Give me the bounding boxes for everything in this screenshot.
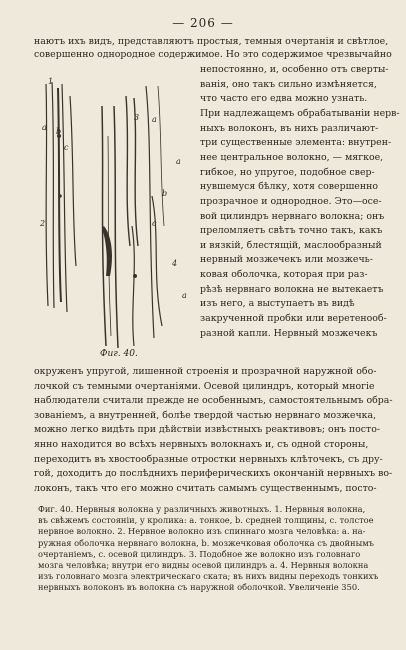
fiber-dot-3: [133, 274, 137, 278]
page-number: — 206 —: [172, 16, 234, 30]
figure-mark: b: [162, 189, 168, 198]
caption-line: очертаніемъ, c. осевой цилиндръ. 3. Подобное же волокно изъ головнаго: [38, 548, 361, 559]
text-line: ванія, оно такъ сильно измѣняется,: [200, 78, 377, 90]
fiber-4c: [158, 86, 164, 226]
fiber-3a: [126, 96, 130, 246]
figure-mark: 1: [48, 77, 54, 86]
text-line: нувшемуся бѣлку, хотя совершенно: [200, 181, 378, 193]
text-line: что часто его едва можно узнать.: [200, 93, 368, 105]
caption-line: ружная оболочка нервнаго волокна, b. мозжечковая оболочка съ двойнымъ: [38, 537, 374, 548]
caption-line: мозга человѣка; внутри его видны осевой цилиндръ a. 4. Нервныя волокна: [38, 560, 369, 570]
figure-mark: c: [64, 143, 69, 152]
fiber-1b: [52, 82, 54, 308]
caption-line: Фиг. 40. Нервныя волокна у различныхъ животныхъ. 1. Нервныя волокна,: [38, 504, 366, 514]
text-line: ныхъ волоконъ, въ нихъ различают-: [200, 122, 379, 134]
figure-mark: 2: [40, 219, 46, 228]
text-line: прозрачное и однородное. Это—осе-: [200, 195, 382, 207]
figure-mark: 3: [134, 113, 140, 122]
figure-mark: a: [182, 291, 187, 300]
fiber-1d: [62, 84, 67, 312]
figure-illustration: [34, 76, 194, 366]
text-line: закрученной пробки или веретенооб-: [200, 313, 387, 325]
figure-mark: a: [176, 157, 181, 166]
text-line: рѣзѣ нервнаго волокна не вытекаетъ: [200, 283, 384, 295]
figure-mark: a: [152, 115, 157, 124]
figure-label: Фиг. 40.: [100, 349, 138, 359]
text-line: непостоянно, и, особенно отъ сверты-: [200, 64, 389, 75]
text-line: можно легко видѣть при дѣйствіи извѣстныхъ реактивовъ; онъ посто-: [34, 424, 381, 436]
text-line: наютъ ихъ видъ, представляютъ простыя, темныя очертанія и свѣтлое,: [34, 36, 389, 47]
caption-line: въ свѣжемъ состояніи, у кролика: a. тонкое, b. средней толщины, c. толстое: [38, 515, 374, 526]
text-line: изъ него, а выступаетъ въ видѣ: [200, 298, 355, 310]
fiber-dot-2: [58, 194, 62, 198]
caption-line: нервное волокно. 2. Нервное волокно изъ спиннаго мозга человѣка: a. на-: [38, 526, 366, 537]
figure-mark: c: [152, 219, 157, 228]
text-line: разной капли. Нервный мозжечекъ: [200, 327, 378, 339]
text-line: нее центральное волокно, — мягкое,: [200, 151, 384, 163]
text-line: совершенно однородное содержимое. Но это содержимое чрезвычайно: [34, 49, 392, 60]
text-line: лочкой съ темными очертаніями. Осевой цилиндръ, который многіе: [34, 380, 375, 392]
text-line: При надлежащемъ обрабатываніи нерв-: [200, 107, 400, 119]
text-line: три существенные элемента: внутрен-: [200, 137, 392, 149]
text-line: преломляетъ свѣтъ точно такъ, какъ: [200, 225, 383, 237]
fiber-3c: [132, 226, 134, 346]
figure-mark: 4: [172, 259, 178, 268]
text-line: локонъ, такъ что его можно считать самымъ существеннымъ, посто-: [34, 482, 377, 494]
text-line: янно находится во всѣхъ нервныхъ волокнахъ и, съ одной стороны,: [34, 439, 369, 450]
fiber-1e: [70, 96, 76, 266]
text-line: окруженъ упругой, лишенной строенія и прозрачной наружной обо-: [34, 366, 377, 377]
text-line: зованіемъ, а внутренней, болѣе твердой частью нервнаго мозжечка,: [34, 409, 377, 421]
caption-line: нервныхъ волоконъ въ волокна съ наружной оболочкой. Увеличеніе 350.: [38, 582, 360, 593]
text-line: гибкое, но упругое, подобное свер-: [200, 166, 375, 178]
figure-mark: a: [42, 123, 47, 132]
fiber-4b: [152, 196, 162, 326]
nerve-fiber-figure: [34, 76, 194, 366]
text-line: наблюдатели считали прежде не особеннымъ, самостоятельнымъ обра-: [34, 395, 393, 407]
figure-mark: b: [56, 127, 62, 136]
fiber-2b: [114, 106, 118, 348]
text-line: и вязкій, блестящій, маслообразный: [200, 239, 382, 251]
text-line: нервный мозжечекъ или мозжечь-: [200, 254, 373, 266]
text-line: ковая оболочка, которая при раз-: [200, 269, 368, 281]
text-line: вой цилиндръ нервнаго волокна; онъ: [200, 210, 385, 222]
caption-line: изъ головнаго мозга электрическаго ската; въ нихъ видны переходъ тонкихъ: [38, 571, 379, 582]
fiber-1a: [46, 84, 48, 306]
text-line: гой, доходитъ до послѣднихъ периферическихъ окончаній нервныхъ во-: [34, 468, 393, 480]
text-line: переходитъ въ хвостообразные отростки нервныхъ клѣточекъ, съ дру-: [34, 453, 383, 465]
